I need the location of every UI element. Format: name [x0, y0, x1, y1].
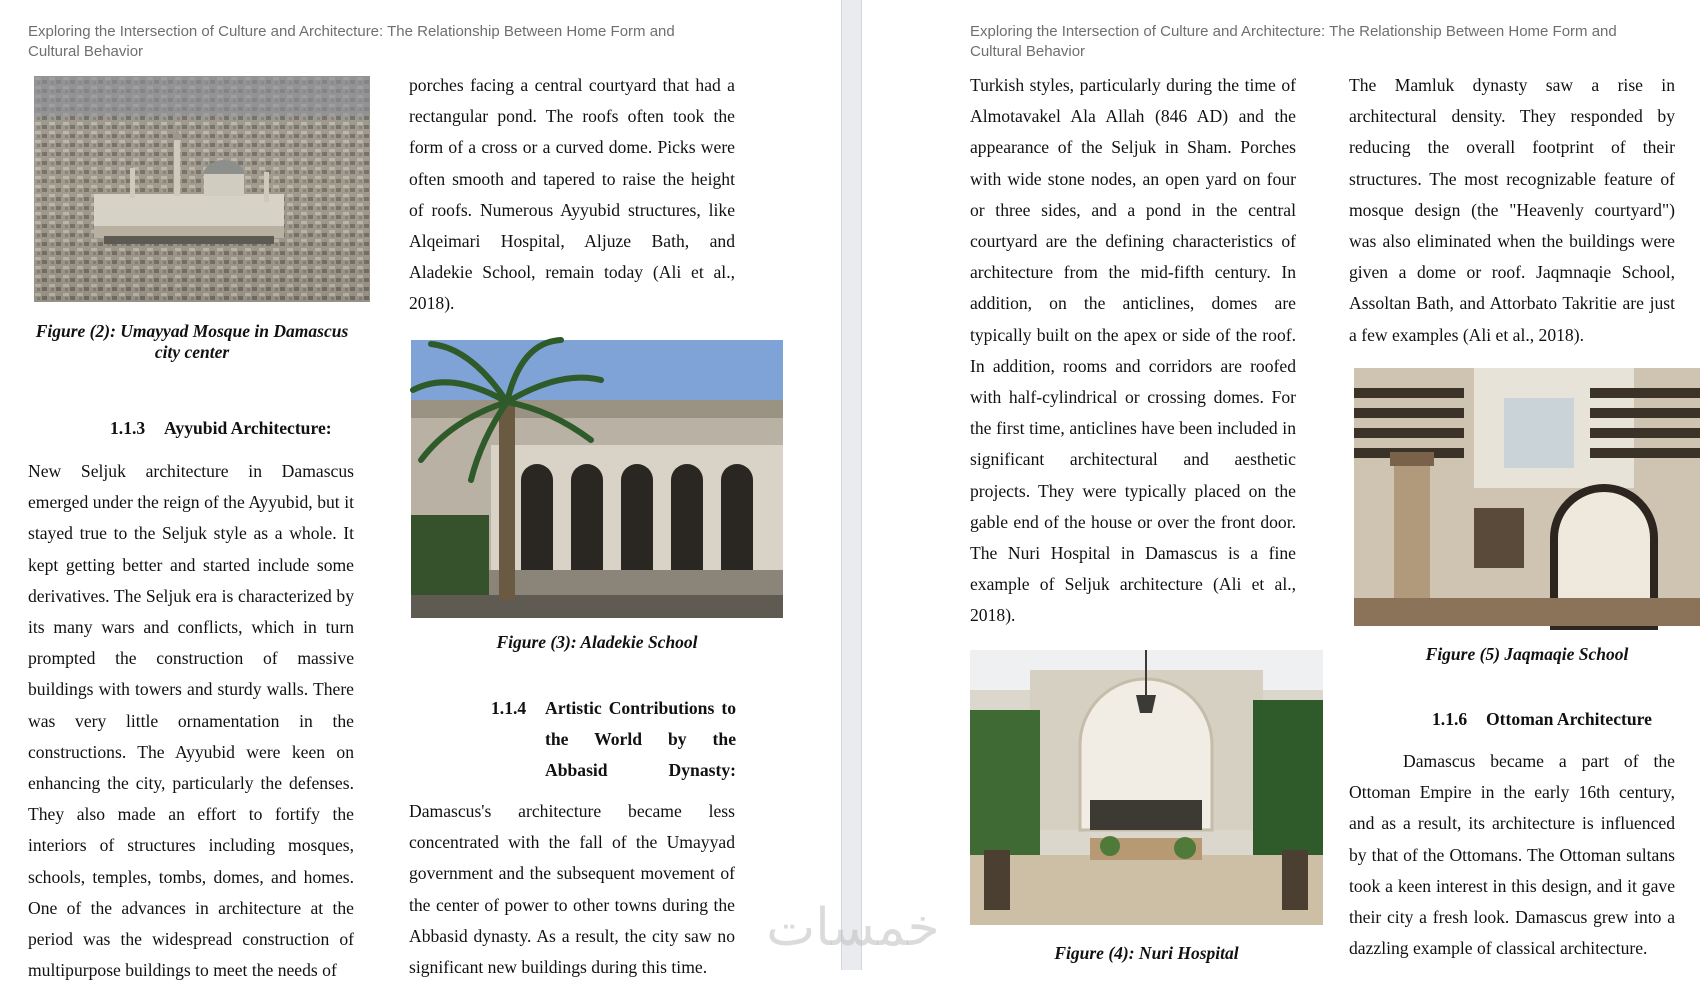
figure-3-caption: Figure (3): Aladekie School [496, 632, 698, 652]
section-heading-1-1-3 [110, 413, 370, 444]
ayyubid-paragraph-column [28, 456, 354, 986]
section-title: Ottoman Architecture [1486, 709, 1652, 729]
body-paragraph: The Mamluk dynasty saw a rise in architectural density. They responded by reducing the overall footprint of their structures. The most recognizable feature of mosque design (the "Heavenly courtyard") was also eliminated when the buildings were given a dome or roof. Jaqmnaqie School, Assoltan Bath, and Attorbato Takritie are just a few examples (Ali et al., 2018). [1349, 75, 1675, 345]
body-paragraph: Turkish styles, particularly during the time of Almotavakel Ala Allah (846 AD) and the appearance of the Seljuk in Sham. Porches with wide stone nodes, an open yard on four or three sides, and a pond in the central courtyard are the defining characteristics of architecture from the mid-fifth century. In addition, on the anticlines, domes are typically built on the apex or side of the roof. In addition, rooms and corridors are roofed with half-cylindrical or crossing domes. For the first time, anticlines have been included in significant architectural and aesthetic projects. They were typically placed on the gable end of the house or over the front door. The Nuri Hospital in Damascus is a fine example of Seljuk architecture (Ali et al., 2018). [970, 75, 1296, 626]
mamluk-paragraph-column [1349, 70, 1675, 351]
figure-2-caption: Figure (2): Umayyad Mosque in Damascus city center [35, 321, 349, 362]
figure-5-caption: Figure (5) Jaqmaqie School [1425, 644, 1629, 664]
porches-paragraph-column [409, 70, 735, 320]
section-title: Ayyubid Architecture: [164, 418, 332, 438]
ottoman-paragraph-column [1349, 746, 1675, 964]
running-header: Exploring the Intersection of Culture and Architecture: The Relationship Between Home Form and Cultural Behavior [970, 23, 1617, 60]
section-heading-1-1-6 [1432, 704, 1682, 735]
nuri-hospital-photo [970, 650, 1323, 925]
section-heading-1-1-4 [491, 693, 736, 789]
watermark: خمسات [766, 898, 940, 958]
document-page-left [0, 0, 841, 981]
aladekie-school-photo [411, 340, 783, 618]
body-paragraph: Damascus's architecture became less concentrated with the fall of the Umayyad government and the subsequent movement of the center of power to other towns during the Abbasid dynasty. As a result, the city saw no significant new buildings during this time. [409, 801, 735, 978]
section-number: 1.1.6 [1432, 709, 1468, 729]
section-number: 1.1.3 [110, 418, 146, 438]
turkish-paragraph-column [970, 70, 1296, 632]
body-paragraph: porches facing a central courtyard that had a rectangular pond. The roofs often took the form of a cross or a curved dome. Picks were often smooth and tapered to raise the height of roofs. Numerous Ayyubid structures, like Alqeimari Hospital, Aljuze Bath, and Aladekie School, remain today (Ali et al., 2018). [409, 75, 735, 314]
figure-4-caption: Figure (4): Nuri Hospital [1054, 943, 1239, 963]
abbasid-paragraph-column [409, 796, 735, 983]
document-page-right [862, 0, 1700, 970]
jaqmaqie-school-photo [1354, 368, 1700, 626]
page-gutter [841, 0, 862, 970]
umayyad-mosque-photo [34, 76, 370, 302]
body-paragraph: Damascus became a part of the Ottoman Empire in the early 16th century, and as a result, its architecture is influenced by that of the Ottomans. The Ottoman sultans took a keen interest in this design, and it gave their city a fresh look. Damascus grew into a dazzling example of classical architecture. [1349, 751, 1675, 959]
running-header: Exploring the Intersection of Culture and Architecture: The Relationship Between Home Form and Cultural Behavior [28, 23, 675, 60]
section-title: Artistic Contributions to the World by the Abbasid Dynasty: [545, 698, 736, 780]
body-paragraph: New Seljuk architecture in Damascus emerged under the reign of the Ayyubid, but it stayed true to the Seljuk style as a whole. It kept getting better and started include some derivatives. The Seljuk era is characterized by its many wars and conflicts, which in turn prompted the construction of massive buildings with towers and sturdy walls. There was very little ornamentation in the constructions. The Ayyubid were keen on enhancing the city, particularly the defenses. They also made an effort to fortify the interiors of structures including mosques, schools, temples, tombs, domes, and homes. One of the advances in architecture at the period was the widespread construction of multipurpose buildings to meet the needs of [28, 461, 354, 981]
section-number: 1.1.4 [491, 698, 527, 718]
